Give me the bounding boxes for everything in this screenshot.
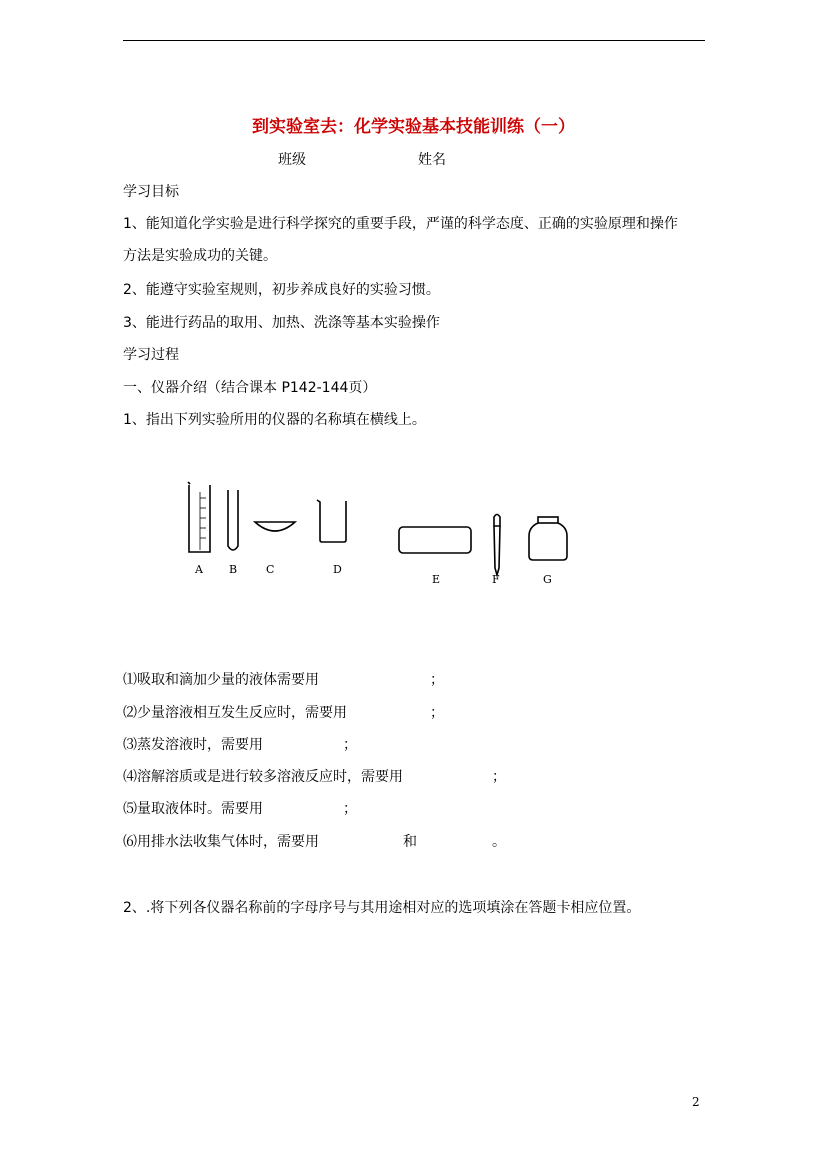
question-6-end: 。 bbox=[492, 834, 506, 850]
objective-1-line-1: 1、能知道化学实验是进行科学探究的重要手段，严谨的科学态度、正确的实验原理和操作 bbox=[123, 216, 678, 232]
question-1-end: ； bbox=[430, 672, 444, 688]
objective-2: 2、能遵守实验室规则，初步养成良好的实验习惯。 bbox=[123, 282, 440, 298]
question-1: ⑴吸取和滴加少量的液体需要用 bbox=[123, 672, 319, 688]
objectives-heading: 学习目标 bbox=[123, 184, 179, 200]
figure-label-e: E bbox=[432, 573, 441, 586]
dropper-icon bbox=[494, 515, 500, 576]
figure-label-g: G bbox=[543, 573, 552, 586]
question-5-end: ； bbox=[343, 801, 357, 817]
process-heading: 学习过程 bbox=[123, 347, 179, 363]
question-2-intro: 2、.将下列各仪器名称前的字母序号与其用途相对应的选项填涂在答题卡相应位置。 bbox=[123, 900, 641, 916]
question-3: ⑶蒸发溶液时，需要用 bbox=[123, 737, 263, 753]
question-3-end: ； bbox=[343, 737, 357, 753]
graduated-cylinder-icon bbox=[188, 482, 210, 552]
evaporating-dish-icon bbox=[255, 522, 295, 531]
question-5: ⑸量取液体时。需要用 bbox=[123, 801, 263, 817]
question-2-end: ； bbox=[430, 705, 444, 721]
gas-bottle-icon bbox=[529, 517, 567, 560]
figure-label-c: C bbox=[266, 563, 275, 576]
header-rule bbox=[123, 40, 705, 41]
name-label: 姓名 bbox=[418, 152, 446, 168]
class-label: 班级 bbox=[278, 152, 306, 168]
objective-1-line-2: 方法是实验成功的关键。 bbox=[123, 248, 277, 264]
test-tube-icon bbox=[228, 490, 238, 550]
instruments-figure bbox=[180, 480, 600, 590]
question-4: ⑷溶解溶质或是进行较多溶液反应时，需要用 bbox=[123, 769, 403, 785]
question-6-mid: 和 bbox=[403, 834, 417, 850]
question-1-intro: 1、指出下列实验所用的仪器的名称填在横线上。 bbox=[123, 412, 426, 428]
figure-label-a: A bbox=[195, 563, 203, 576]
section-1-heading: 一、仪器介绍（结合课本 P142-144页） bbox=[123, 380, 377, 396]
beaker-icon bbox=[317, 500, 346, 542]
figure-label-f: F bbox=[492, 573, 500, 586]
page-title: 到实验室去：化学实验基本技能训练（一） bbox=[252, 117, 575, 137]
figure-label-b: B bbox=[229, 563, 238, 576]
question-4-end: ； bbox=[492, 769, 506, 785]
trough-icon bbox=[399, 527, 471, 553]
figure-label-d: D bbox=[333, 563, 342, 576]
page-number: 2 bbox=[692, 1095, 700, 1109]
question-6: ⑹用排水法收集气体时，需要用 bbox=[123, 834, 319, 850]
objective-3: 3、能进行药品的取用、加热、洗涤等基本实验操作 bbox=[123, 315, 440, 331]
question-2: ⑵少量溶液相互发生反应时，需要用 bbox=[123, 705, 347, 721]
